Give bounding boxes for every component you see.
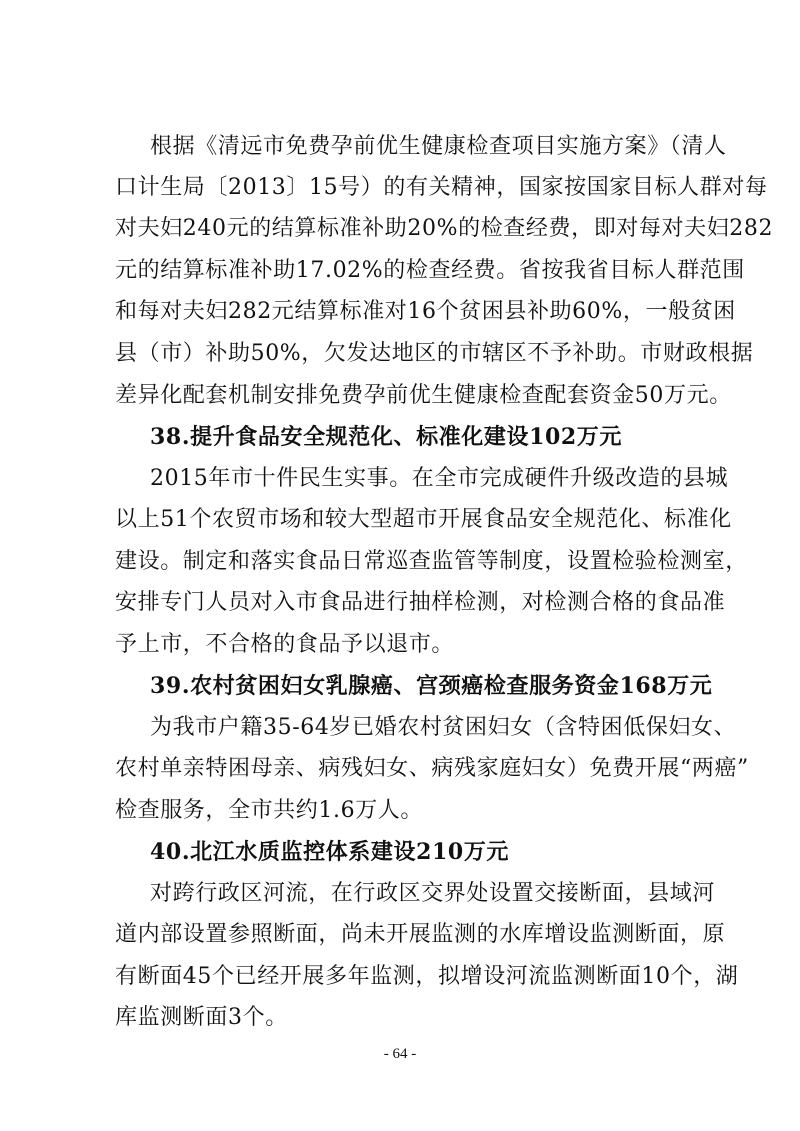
paragraph-2-line-4: 安排专门人员对入市食品进行抽样检测，对检测合格的食品准	[115, 590, 726, 615]
paragraph-2-line-2: 以上51个农贸市场和较大型超市开展食品安全规范化、标准化	[115, 507, 732, 532]
paragraph-1-line-4: 元的结算标准补助17.02%的检查经费。省按我省目标人群范围	[115, 258, 745, 283]
section-heading-39: 39.农村贫困妇女乳腺癌、宫颈癌检查服务资金168万元	[150, 673, 713, 699]
section-heading-40: 40.北江水质监控体系建设210万元	[150, 839, 509, 865]
paragraph-2-line-3: 建设。制定和落实食品日常巡查监管等制度，设置检验检测室，	[115, 549, 748, 574]
paragraph-3-line-2: 农村单亲特困母亲、病残妇女、病残家庭妇女）免费开展“两癌”	[115, 756, 749, 781]
paragraph-1-line-5: 和每对夫妇282元结算标准对16个贫困县补助60%，一般贫困	[115, 299, 736, 324]
page-number: - 64 -	[383, 1046, 417, 1062]
paragraph-4-line-1: 对跨行政区河流，在行政区交界处设置交接断面，县域河	[150, 881, 716, 906]
paragraph-1-line-1: 根据《清远市免费孕前优生健康检查项目实施方案》（清人	[150, 134, 727, 159]
paragraph-1-line-2: 口计生局〔2013〕15号）的有关精神，国家按国家目标人群对每	[115, 175, 768, 200]
paragraph-3-line-3: 检查服务，全市共约1.6万人。	[115, 798, 423, 823]
paragraph-4-line-2: 道内部设置参照断面，尚未开展监测的水库增设监测断面，原	[115, 922, 726, 947]
paragraph-1-line-7: 差异化配套机制安排免费孕前优生健康检查配套资金50万元。	[115, 383, 732, 408]
section-heading-38: 38.提升食品安全规范化、标准化建设102万元	[150, 424, 622, 450]
paragraph-4-line-3: 有断面45个已经开展多年监测，拟增设河流监测断面10个，湖	[115, 964, 739, 989]
paragraph-1-line-3: 对夫妇240元的结算标准补助20%的检查经费，即对每对夫妇282	[115, 216, 774, 241]
paragraph-1-line-6: 县（市）补助50%，欠发达地区的市辖区不予补助。市财政根据	[115, 341, 754, 366]
paragraph-2-line-5: 予上市，不合格的食品予以退市。	[115, 632, 455, 657]
paragraph-2-line-1: 2015年市十件民生实事。在全市完成硬件升级改造的县城	[150, 466, 729, 491]
paragraph-3-line-1: 为我市户籍35-64岁已婚农村贫困妇女（含特困低保妇女、	[150, 715, 737, 740]
paragraph-4-line-4: 库监测断面3个。	[115, 1005, 288, 1030]
